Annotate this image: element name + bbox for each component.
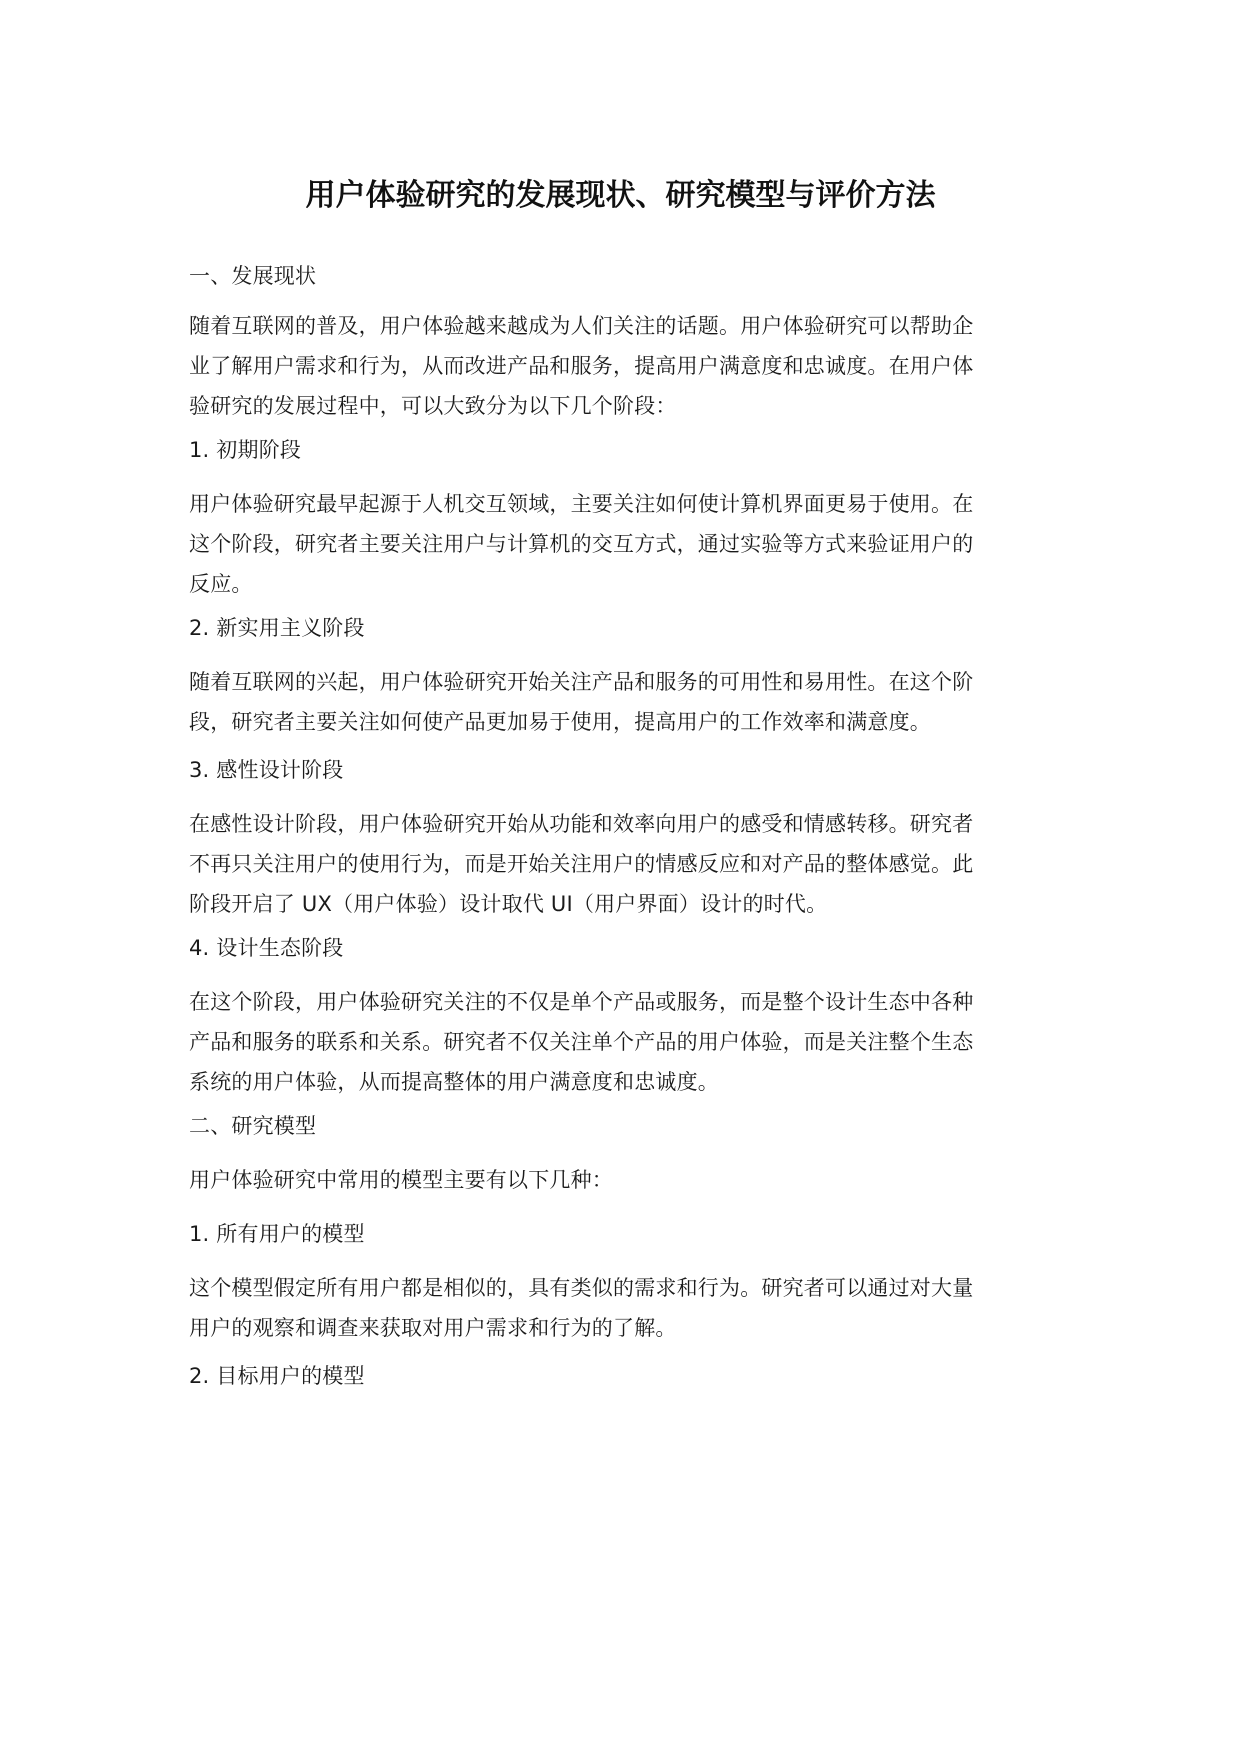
stage4-paragraph [189,982,1049,1102]
model2-heading: 2. 目标用户的模型 [189,1364,365,1388]
paragraph-line: 在这个阶段，用户体验研究关注的不仅是单个产品或服务，而是整个设计生态中各种 [189,990,974,1014]
stage1-paragraph [189,484,1049,604]
stage4-heading: 4. 设计生态阶段 [189,936,344,960]
stage2-paragraph [189,662,1049,742]
model1-heading: 1. 所有用户的模型 [189,1222,365,1246]
section1-intro-paragraph [189,306,1049,426]
section2-intro: 用户体验研究中常用的模型主要有以下几种： [189,1168,613,1192]
stage3-paragraph [189,804,1049,924]
paragraph-line: 不再只关注用户的使用行为，而是开始关注用户的情感反应和对产品的整体感觉。此 [189,852,974,876]
document-title: 用户体验研究的发展现状、研究模型与评价方法 [305,178,936,213]
paragraph-line: 系统的用户体验，从而提高整体的用户满意度和忠诚度。 [189,1070,719,1094]
paragraph-line: 验研究的发展过程中，可以大致分为以下几个阶段： [189,394,677,418]
paragraph-line: 业了解用户需求和行为，从而改进产品和服务，提高用户满意度和忠诚度。在用户体 [189,354,974,378]
paragraph-line: 段，研究者主要关注如何使产品更加易于使用，提高用户的工作效率和满意度。 [189,710,931,734]
paragraph-line: 这个阶段，研究者主要关注用户与计算机的交互方式，通过实验等方式来验证用户的 [189,532,974,556]
paragraph-line: 随着互联网的普及，用户体验越来越成为人们关注的话题。用户体验研究可以帮助企 [189,314,974,338]
paragraph-line: 阶段开启了 UX（用户体验）设计取代 UI（用户界面）设计的时代。 [189,892,828,916]
paragraph-line: 在感性设计阶段，用户体验研究开始从功能和效率向用户的感受和情感转移。研究者 [189,812,974,836]
paragraph-line: 这个模型假定所有用户都是相似的，具有类似的需求和行为。研究者可以通过对大量 [189,1276,974,1300]
paragraph-line: 反应。 [189,572,253,596]
section-heading-status: 一、发展现状 [189,264,317,288]
paragraph-line: 用户体验研究最早起源于人机交互领域，主要关注如何使计算机界面更易于使用。在 [189,492,974,516]
paragraph-line: 随着互联网的兴起，用户体验研究开始关注产品和服务的可用性和易用性。在这个阶 [189,670,974,694]
paragraph-line: 产品和服务的联系和关系。研究者不仅关注单个产品的用户体验，而是关注整个生态 [189,1030,974,1054]
stage1-heading: 1. 初期阶段 [189,438,302,462]
stage2-heading: 2. 新实用主义阶段 [189,616,365,640]
paragraph-line: 用户的观察和调查来获取对用户需求和行为的了解。 [189,1316,677,1340]
model1-paragraph [189,1268,1049,1348]
stage3-heading: 3. 感性设计阶段 [189,758,344,782]
section-heading-models: 二、研究模型 [189,1114,317,1138]
